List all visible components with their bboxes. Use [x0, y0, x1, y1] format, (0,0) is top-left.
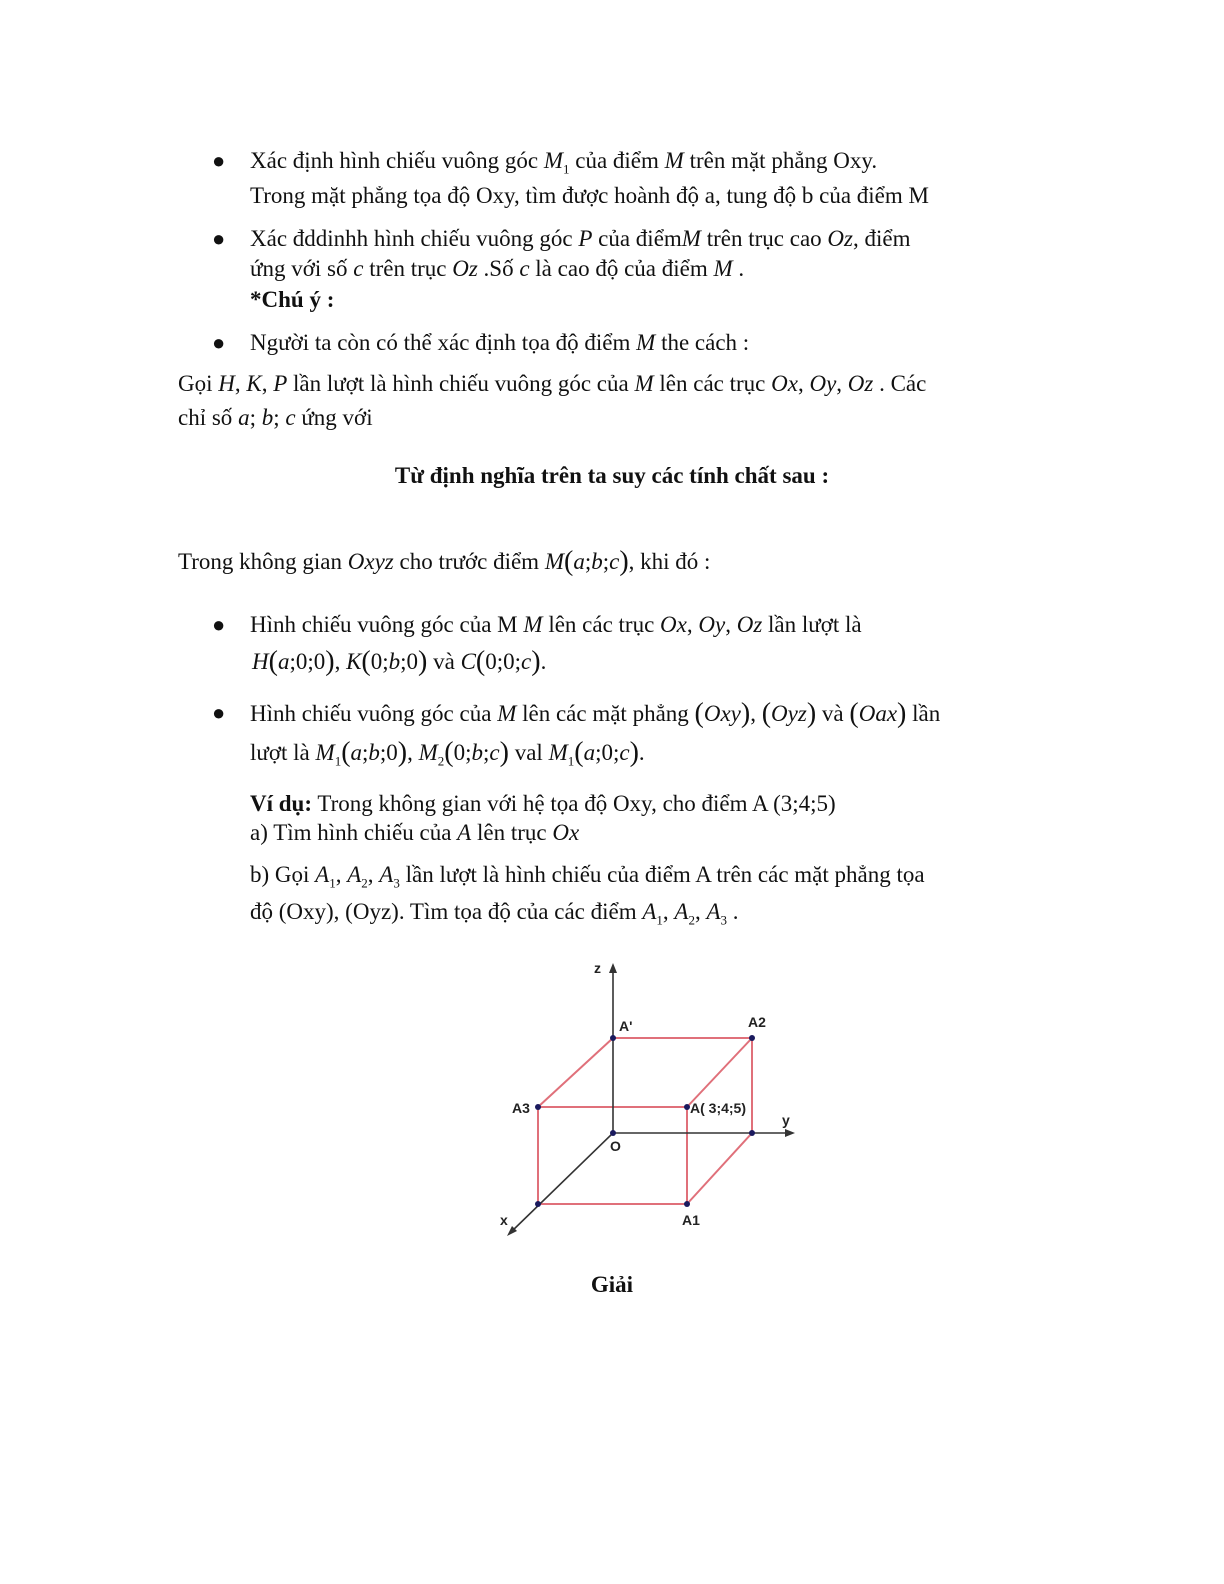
label-y: y: [782, 1112, 790, 1128]
y-arrow-icon: [785, 1129, 795, 1137]
label-z: z: [594, 960, 601, 976]
bullet-dot: ●: [212, 612, 226, 637]
point-a1: [684, 1201, 690, 1207]
paragraph-2: Trong không gian Oxyz cho trước điểm M(a;b;c), khi đó :: [178, 546, 711, 577]
label-a1: A1: [682, 1212, 700, 1228]
section-heading: Từ định nghĩa trên ta suy các tính chất sau :: [394, 463, 830, 488]
bullet-5-line-1: Hình chiếu vuông góc của M lên các mặt phẳng (Oxy), (Oyz) và (Oax) lần: [250, 698, 941, 729]
point-a-prime: [610, 1035, 616, 1041]
bullet-dot: ●: [212, 226, 226, 251]
bullet-4-line-1: Hình chiếu vuông góc của M M lên các trục Ox, Oy, Oz lần lượt là: [250, 612, 862, 637]
example-part-a: a) Tìm hình chiếu của A lên trục Ox: [250, 820, 580, 845]
point-a3: [535, 1104, 541, 1110]
solution-title: Giải: [590, 1272, 634, 1297]
bullet-2-line-2: ứng với số c trên trục Oz .Số c là cao độ của điểm M .: [250, 256, 745, 281]
label-a2: A2: [748, 1014, 766, 1030]
axes: [510, 967, 790, 1233]
example-part-b-line-2: độ (Oxy), (Oyz). Tìm tọa độ của các điểm $A_1$, $A_2$, $A_3$ .: [250, 899, 739, 928]
edge: [687, 1038, 752, 1107]
label-o: O: [610, 1138, 621, 1154]
example-label: Ví dụ:: [250, 791, 312, 816]
bullet-dot: ●: [212, 700, 226, 725]
bullet-1-line-1: Xác định hình chiếu vuông góc $M_1$ của điểm M trên mặt phẳng Oxy.: [250, 148, 878, 177]
label-a: A( 3;4;5): [690, 1100, 747, 1116]
point-a2: [749, 1035, 755, 1041]
example-line-1: [250, 789, 836, 819]
bullet-dot: ●: [212, 148, 226, 173]
bullet-5-line-2: lượt là $M_1(a;b;0)$, $M_2(0;b;c)$ val $M_1(a;0;c)$.: [250, 737, 645, 769]
bullet-dot: ●: [212, 330, 226, 355]
label-a3: A3: [512, 1100, 530, 1116]
z-arrow-icon: [609, 963, 617, 973]
example-text: Trong không gian với hệ tọa độ Oxy, cho điểm A (3;4;5): [317, 791, 836, 816]
paragraph-1-line-2: chỉ số a; b; c ứng với: [178, 405, 373, 430]
label-x: x: [500, 1212, 508, 1228]
edge: [538, 1038, 613, 1107]
example-part-b-line-1: b) Gọi $A_1$, $A_2$, $A_3$ lần lượt là hình chiếu của điểm A trên các mặt phẳng tọa: [250, 862, 925, 891]
bullet-1-line-2: Trong mặt phẳng tọa độ Oxy, tìm được hoành độ a, tung độ b của điểm M: [250, 183, 929, 208]
label-a-prime: A': [619, 1018, 633, 1034]
note-title: *Chú ý :: [250, 287, 335, 312]
paragraph-1-line-1: Gọi H, K, P lần lượt là hình chiếu vuông góc của M lên các trục Ox, Oy, Oz . Các: [178, 371, 927, 396]
x-axis: [510, 1133, 613, 1233]
bullet-4-line-2: H(a;0;0), K(0;b;0) và C(0;0;c).: [252, 646, 547, 677]
point-y: [749, 1130, 755, 1136]
edge: [687, 1133, 752, 1204]
bullet-3: Người ta còn có thể xác định tọa độ điểm M the cách :: [250, 330, 750, 355]
point-o: [610, 1130, 616, 1136]
coordinate-box-figure: [490, 955, 810, 1245]
bullet-2-line-1: Xác đddinhh hình chiếu vuông góc P của điểmM trên trục cao Oz, điểm: [250, 226, 911, 251]
point-x: [535, 1201, 541, 1207]
box-edges: [538, 1038, 752, 1204]
